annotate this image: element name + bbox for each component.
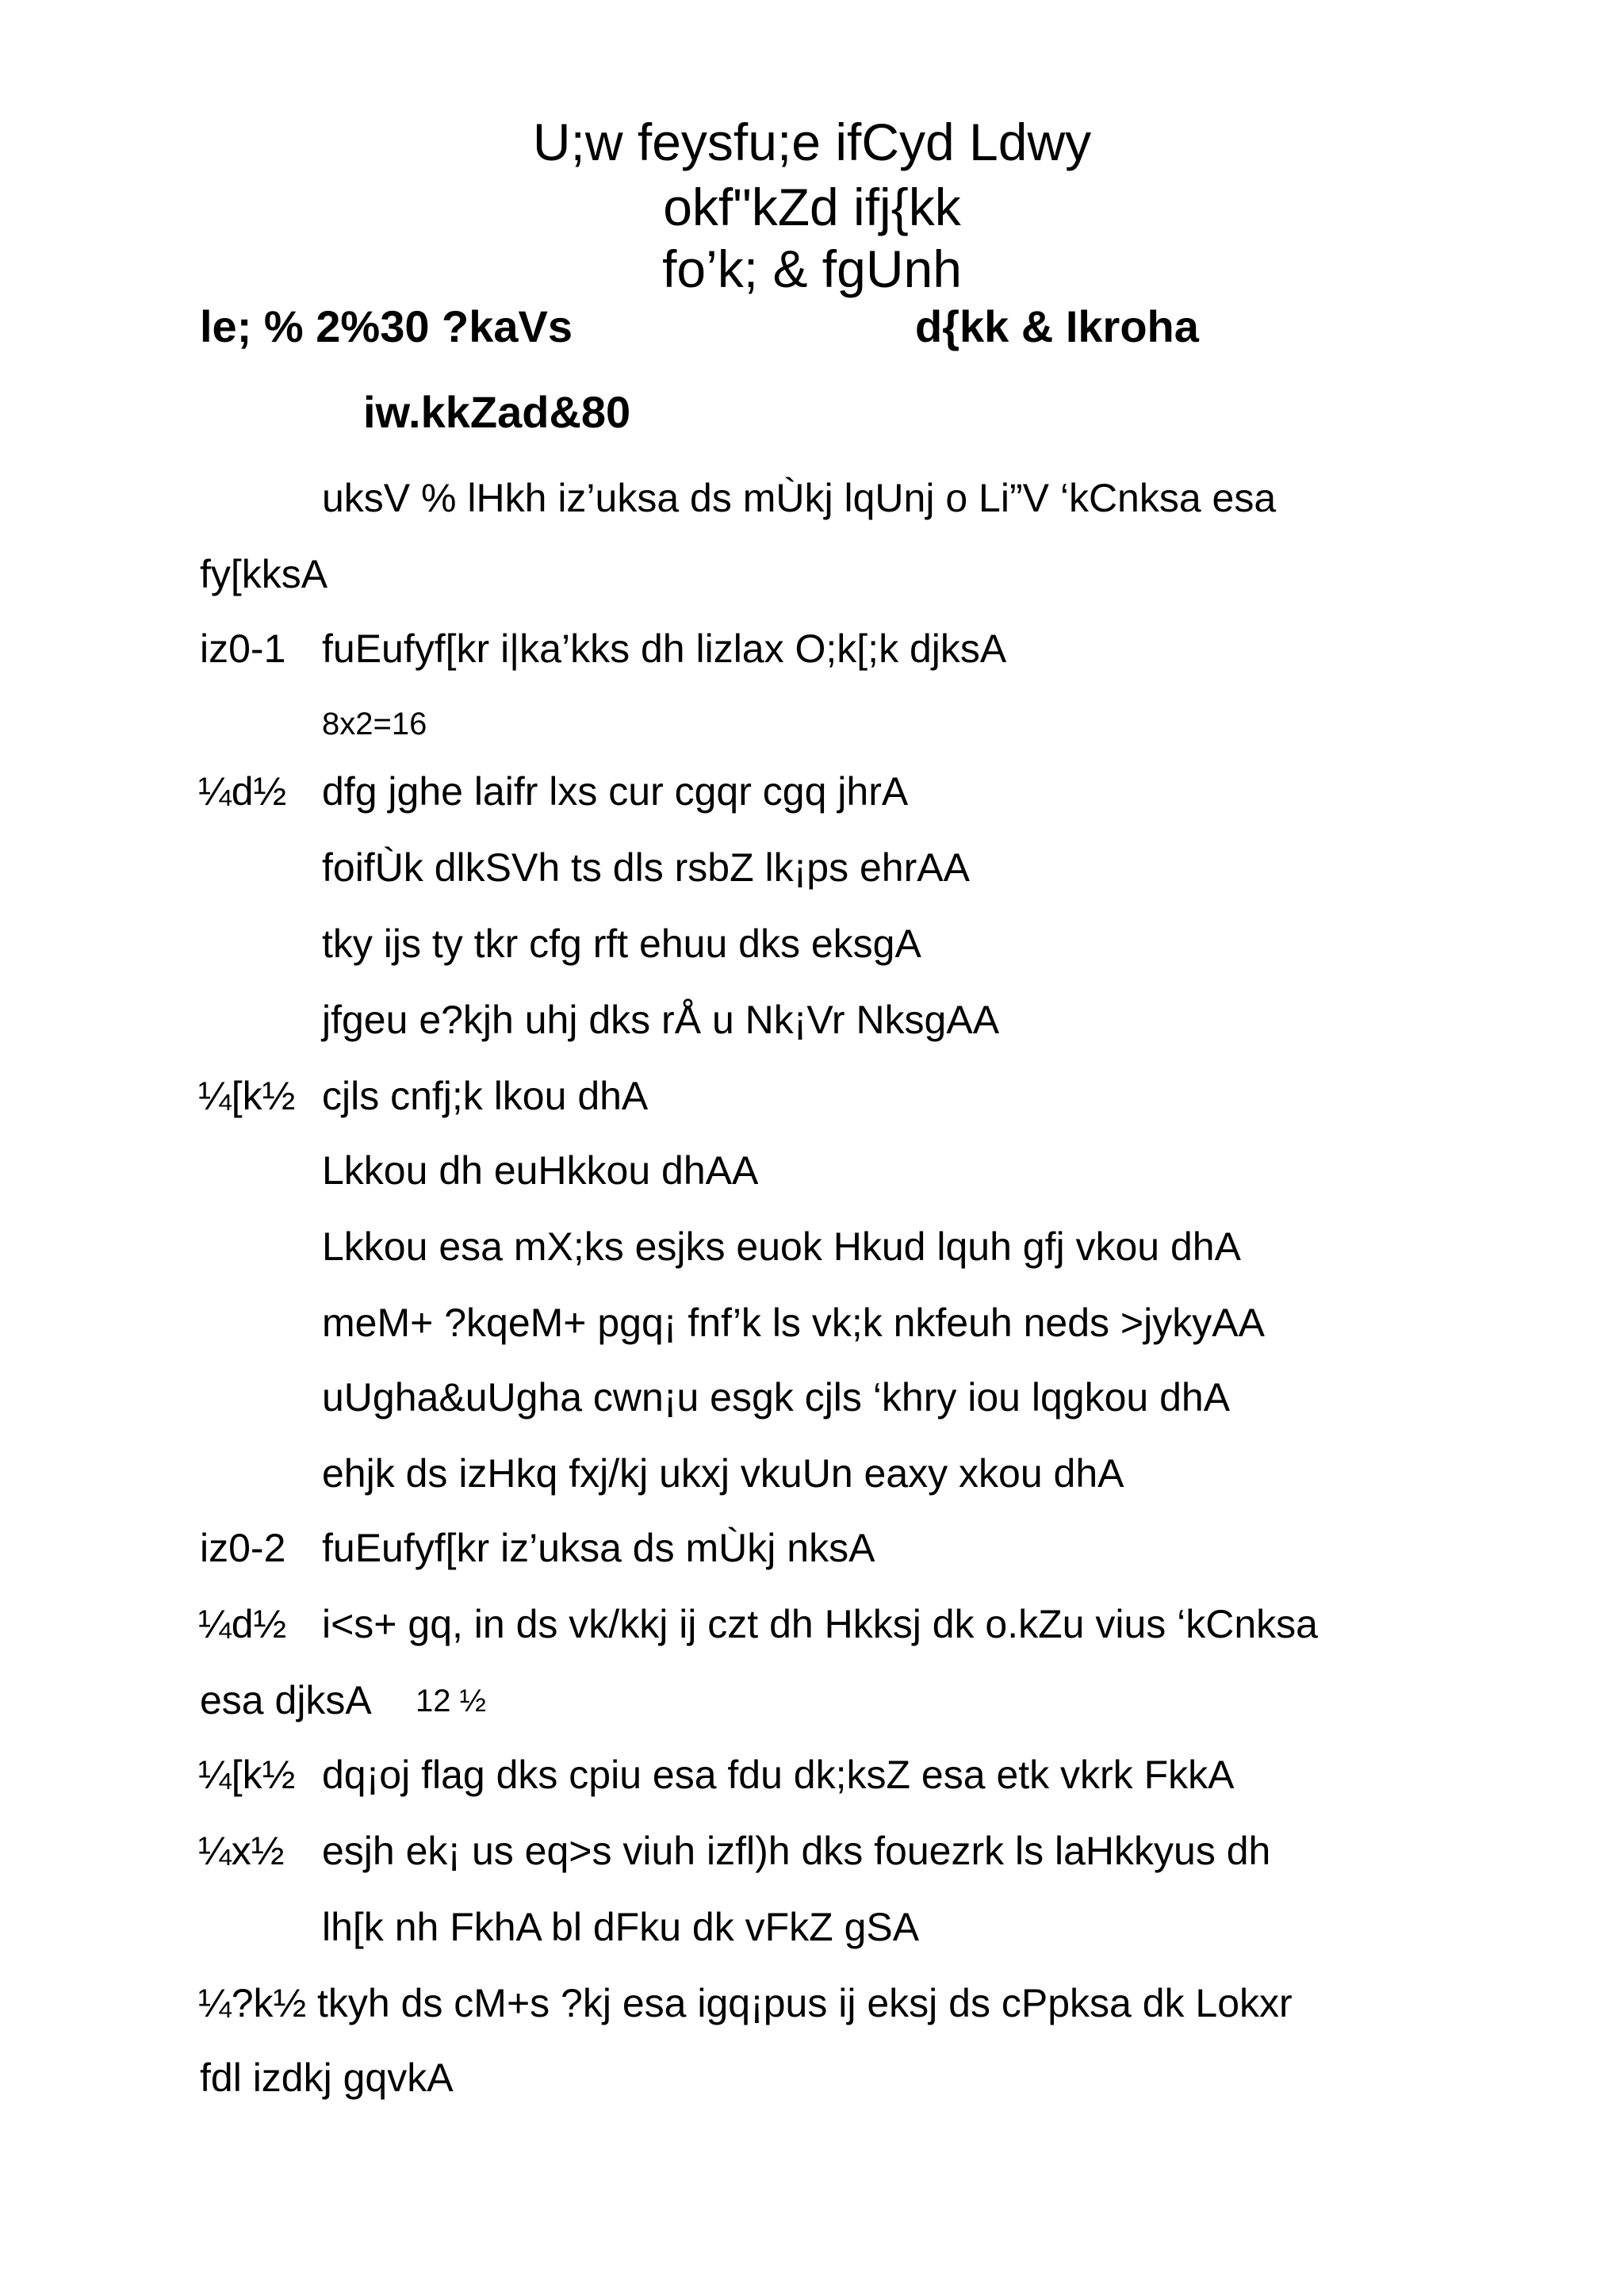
subject-title: fo’k; & fgUnh [662, 239, 962, 298]
q1a-line-1: dfg jghe laifr lxs cur cgqr cgq jhrA [322, 769, 909, 814]
time-info: le; % 2%30 ?kaVs [200, 301, 573, 351]
q1-instruction: fuEufyf[kr i|ka’kks dh lizlax O;k[;k djksA [322, 626, 1007, 671]
q1a-label: ¼d½ [198, 769, 287, 814]
class-info: d{kk & Ikroha [915, 301, 1199, 351]
q1b-line-6: ehjk ds izHkq fxj/kj ukxj vkuUn eaxy xkou dhA [322, 1451, 1124, 1496]
q2a-line-2: esa djksA [200, 1678, 372, 1722]
q1a-line-2: foifÙk dlkSVh ts dls rsbZ lk¡ps ehrAA [322, 845, 970, 890]
q2c-line-1: esjh ek¡ us eq>s viuh izfl)h dks fouezrk ls laHkkyus dh [322, 1829, 1271, 1873]
exam-title: okf"kZd ifj{kk [663, 178, 961, 236]
q2a-line-1: i<s+ gq, in ds vk/kkj ij czt dh Hkksj dk o.kZu vius ‘kCnksa [322, 1602, 1318, 1646]
q2c-line-2: lh[k nh FkhA bl dFku dk vFkZ gSA [322, 1905, 920, 1949]
q1-marks: 8x2=16 [322, 707, 427, 741]
note-line-2: fy[kksA [200, 552, 328, 596]
q1a-line-4: jfgeu e?kjh uhj dks rÅ u Nk¡Vr NksgAA [322, 998, 1000, 1042]
q1-label: iz0-1 [200, 626, 286, 671]
max-marks: iw.kkZad&80 [363, 387, 631, 437]
q2a-label: ¼d½ [198, 1602, 287, 1646]
school-name: U;w feysfu;e ifCyd Ldwy [532, 113, 1092, 171]
q1b-line-3: Lkkou esa mX;ks esjks euok Hkud lquh gfj vkou dhA [322, 1224, 1241, 1269]
q1b-line-2: Lkkou dh euHkkou dhAA [322, 1148, 759, 1193]
q2d-line-2: fdl izdkj gqvkA [200, 2056, 454, 2100]
q2b-label: ¼[k½ [198, 1753, 296, 1797]
q2a-marks: 12 ½ [416, 1684, 486, 1718]
q2c-label: ¼x½ [198, 1829, 285, 1873]
q1b-line-5: uUgha&uUgha cwn¡u esgk cjls ‘khry iou lqgkou dhA [322, 1375, 1231, 1420]
q2d-label: ¼?k½ [198, 1981, 307, 2025]
q2-instruction: fuEufyf[kr iz’uksa ds mÙkj nksA [322, 1526, 875, 1570]
q1b-line-4: meM+ ?kqeM+ pgq¡ fnf’k ls vk;k nkfeuh neds >jykyAA [322, 1301, 1265, 1345]
q2-label: iz0-2 [200, 1526, 286, 1570]
q2d-line-1: tkyh ds cM+s ?kj esa igq¡pus ij eksj ds cPpksa dk Lokxr [317, 1981, 1293, 2025]
q2b-line-1: dq¡oj flag dks cpiu esa fdu dk;ksZ esa etk vkrk FkkA [322, 1753, 1235, 1797]
note-line-1: uksV % lHkh iz’uksa ds mÙkj lqUnj o Li”V ‘kCnksa esa [322, 476, 1277, 520]
q1b-label: ¼[k½ [198, 1074, 296, 1118]
q1b-line-1: cjls cnfj;k lkou dhA [322, 1074, 649, 1118]
q1a-line-3: tky ijs ty tkr cfg rft ehuu dks eksgA [322, 921, 921, 966]
